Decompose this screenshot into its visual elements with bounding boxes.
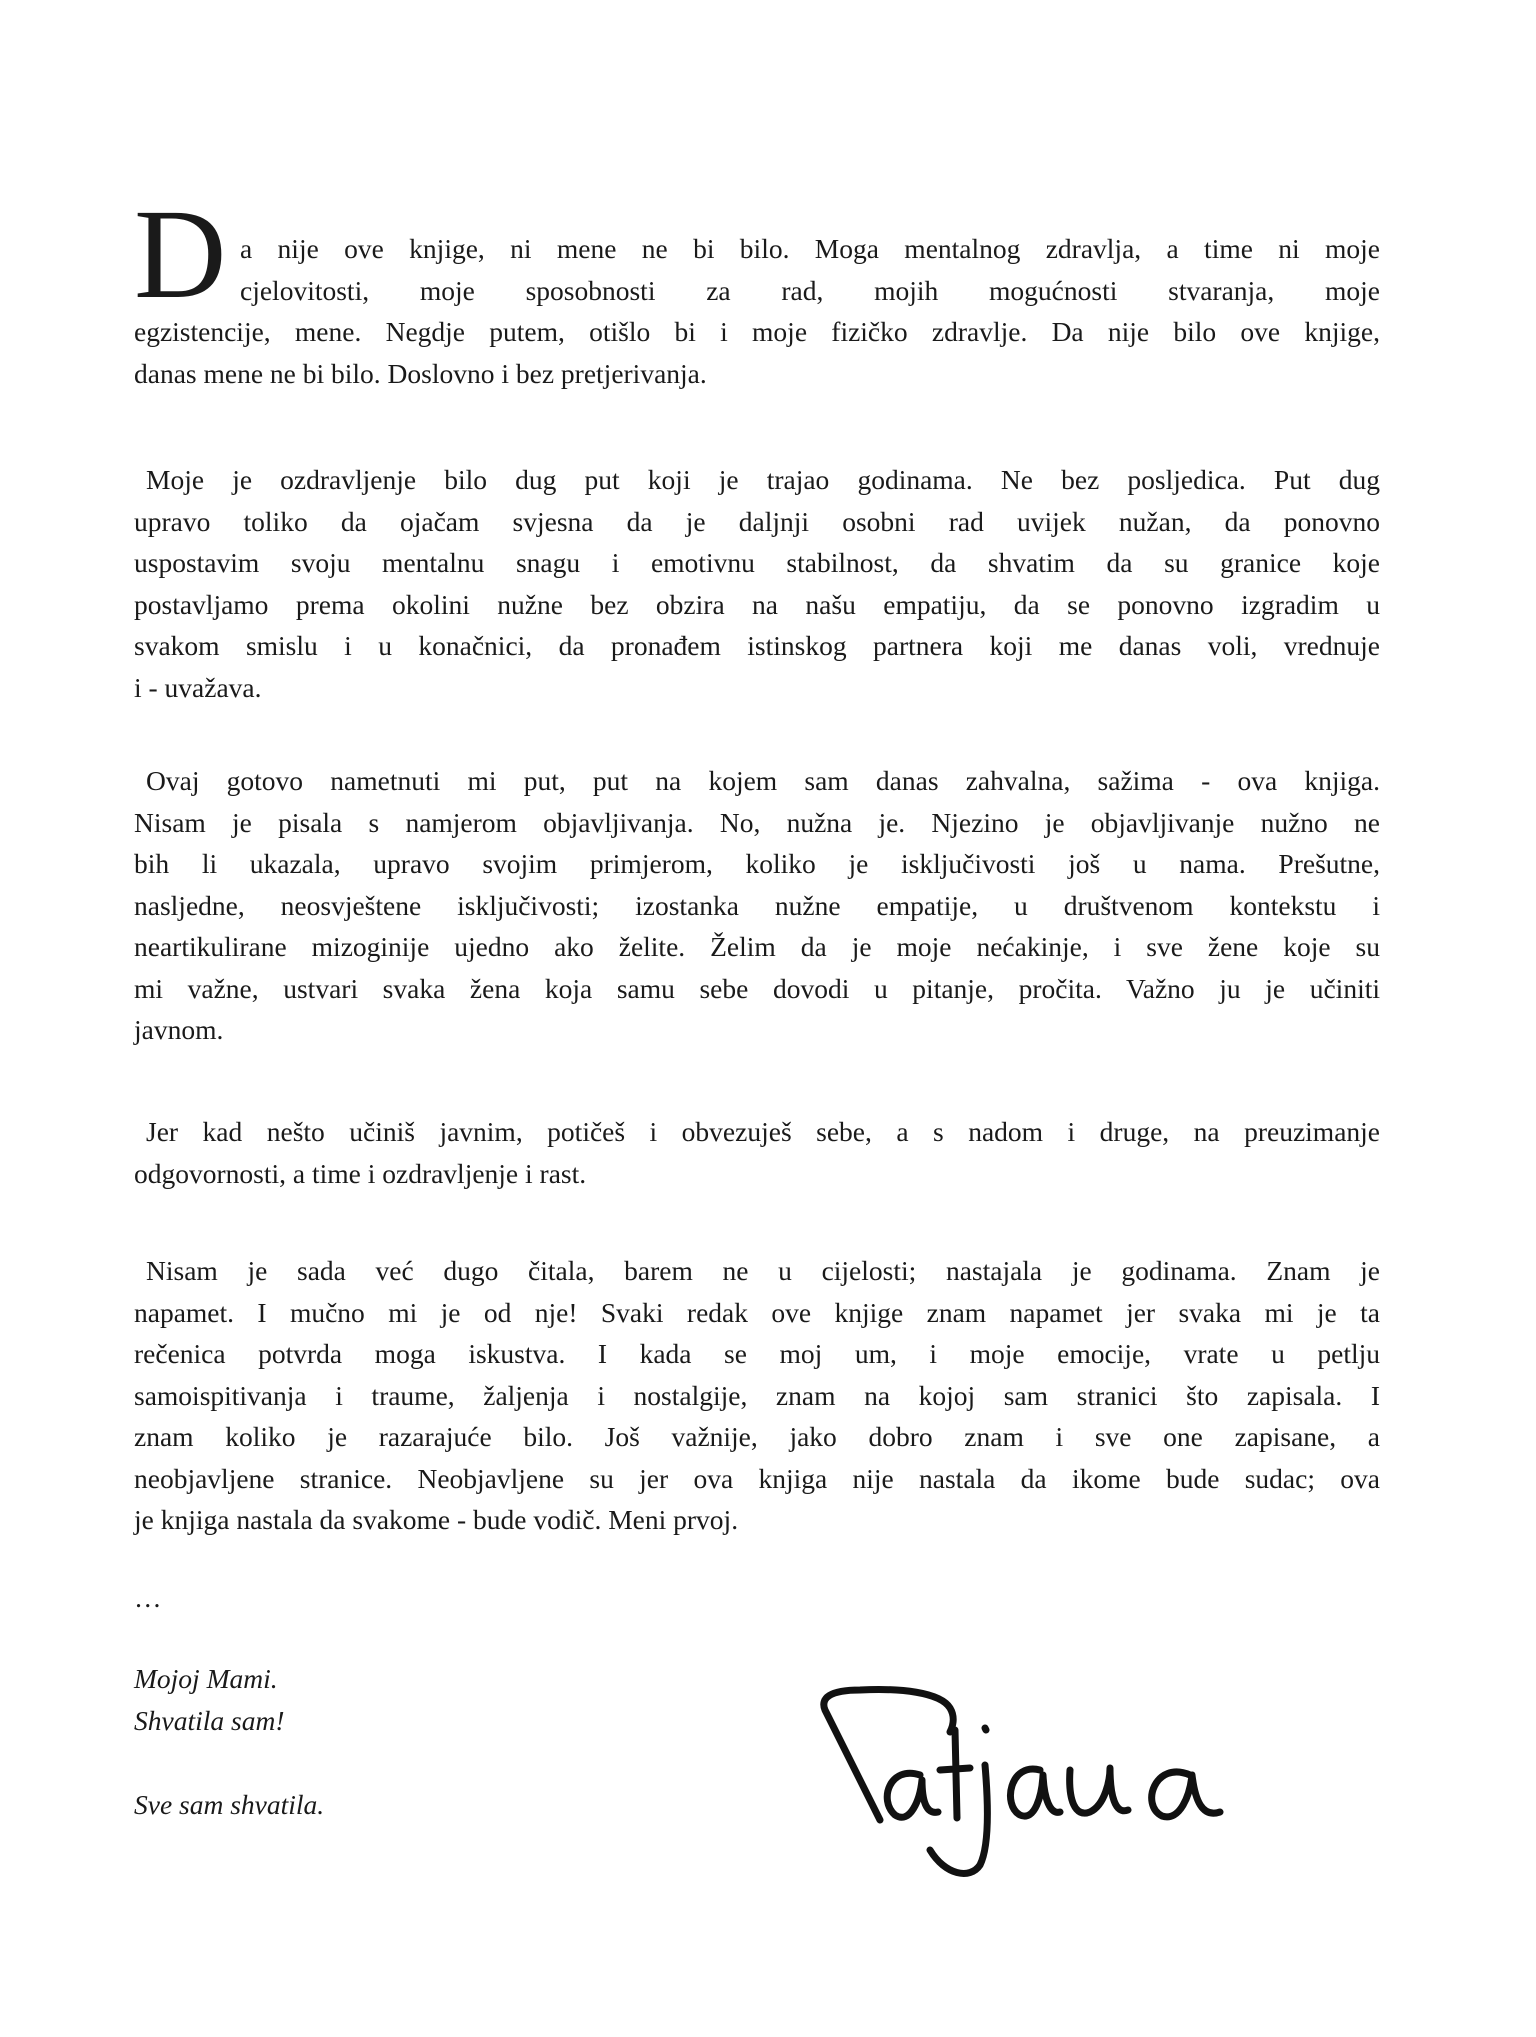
text-line: bih li ukazala, upravo svojim primjerom, koliko je isključivosti još u nama. Prešutne,: [134, 848, 1380, 879]
signature-stroke-a2: [1010, 1769, 1060, 1816]
text-line: javnom.: [134, 1014, 224, 1045]
text-line: uspostavim svoju mentalnu snagu i emotivnu stabilnost, da shvatim da su granice koje: [134, 547, 1380, 578]
text-line: Nisam je sada već dugo čitala, barem ne u cijelosti; nastajala je godinama. Znam je: [146, 1255, 1380, 1286]
dedication-line-3: Sve sam shvatila.: [134, 1789, 325, 1820]
text-line: rečenica potvrda moga iskustva. I kada se moj um, i moje emocije, vrate u petlju: [134, 1338, 1380, 1369]
text-line: svakom smislu i u konačnici, da pronađem istinskog partnera koji me danas voli, vrednuje: [134, 630, 1380, 661]
paragraph-5: [134, 1250, 1380, 1541]
dedication-line-2: Shvatila sam!: [134, 1705, 285, 1736]
drop-cap: D: [134, 183, 227, 325]
text-line: nasljedne, neosvještene isključivosti; izostanka nužne empatije, u društvenom kontekstu i: [134, 889, 1380, 921]
paragraph-3: [134, 760, 1380, 1051]
text-line: znam koliko je razarajuće bilo. Još važnije, jako dobro znam i sve one zapisane, a: [134, 1421, 1380, 1452]
text-line: napamet. I mučno mi je od nje! Svaki redak ove knjige znam napamet jer svaka mi je ta: [134, 1296, 1380, 1328]
text-line: danas mene ne bi bilo. Doslovno i bez pretjerivanja.: [134, 357, 707, 389]
paragraph-4: [134, 1111, 1380, 1194]
text-line: Moje je ozdravljenje bilo dug put koji je trajao godinama. Ne bez posljedica. Put dug: [146, 464, 1380, 495]
ellipsis: …: [134, 1582, 162, 1613]
text-line: Jer kad nešto učiniš javnim, potičeš i obvezuješ sebe, a s nadom i druge, na preuzimanje: [146, 1116, 1380, 1147]
text-line: Nisam je pisala s namjerom objavljivanja. No, nužna je. Njezino je objavljivanje nužno ne: [134, 806, 1380, 838]
text-line: mi važne, ustvari svaka žena koja samu sebe dovodi u pitanje, pročita. Važno ju je učiniti: [134, 972, 1380, 1004]
signature-stroke-a3: [1152, 1772, 1220, 1817]
paragraph-2: [134, 459, 1380, 708]
text-line: samoispitivanja i traume, žaljenja i nostalgije, znam na kojoj sam stranici što zapisala. I: [134, 1379, 1380, 1411]
text-line: odgovornosti, a time i ozdravljenje i rast.: [134, 1157, 587, 1189]
text-line: je knjiga nastala da svakome - bude vodič. Meni prvoj.: [134, 1504, 739, 1535]
dedication-line-1: Mojoj Mami.: [134, 1663, 278, 1694]
text-line: egzistencije, mene. Negdje putem, otišlo bi i moje fizičko zdravlje. Da nije bilo ove knjige,: [134, 316, 1380, 347]
text-line: a nije ove knjige, ni mene ne bi bilo. Moga mentalnog zdravlja, a time ni moje: [240, 233, 1380, 264]
paragraph-1: [134, 228, 1380, 394]
text-line: neobjavljene stranice. Neobjavljene su jer ova knjiga nije nastala da ikome bude sudac; ova: [134, 1462, 1380, 1494]
text-line: Ovaj gotovo nametnuti mi put, put na kojem sam danas zahvalna, sažima - ova knjiga.: [146, 765, 1380, 796]
text-line: i - uvažava.: [134, 671, 262, 703]
text-line: postavljamo prema okolini nužne bez obzira na našu empatiju, da se ponovno izgradim u: [134, 588, 1380, 620]
signature-stroke-u: [1070, 1768, 1128, 1813]
text-line: cjelovitosti, moje sposobnosti za rad, mojih mogućnosti stvaranja, moje: [240, 274, 1380, 306]
signature-stroke-t2: [940, 1730, 970, 1818]
signature-stroke-a1: [887, 1773, 938, 1817]
text-line: neartikulirane mizoginije ujedno ako želite. Želim da je moje nećakinje, i sve žene koje su: [134, 931, 1380, 962]
text-line: upravo toliko da ojačam svjesna da je daljnji osobni rad uvijek nužan, da ponovno: [134, 505, 1380, 537]
signature-image: [770, 1670, 1330, 1900]
